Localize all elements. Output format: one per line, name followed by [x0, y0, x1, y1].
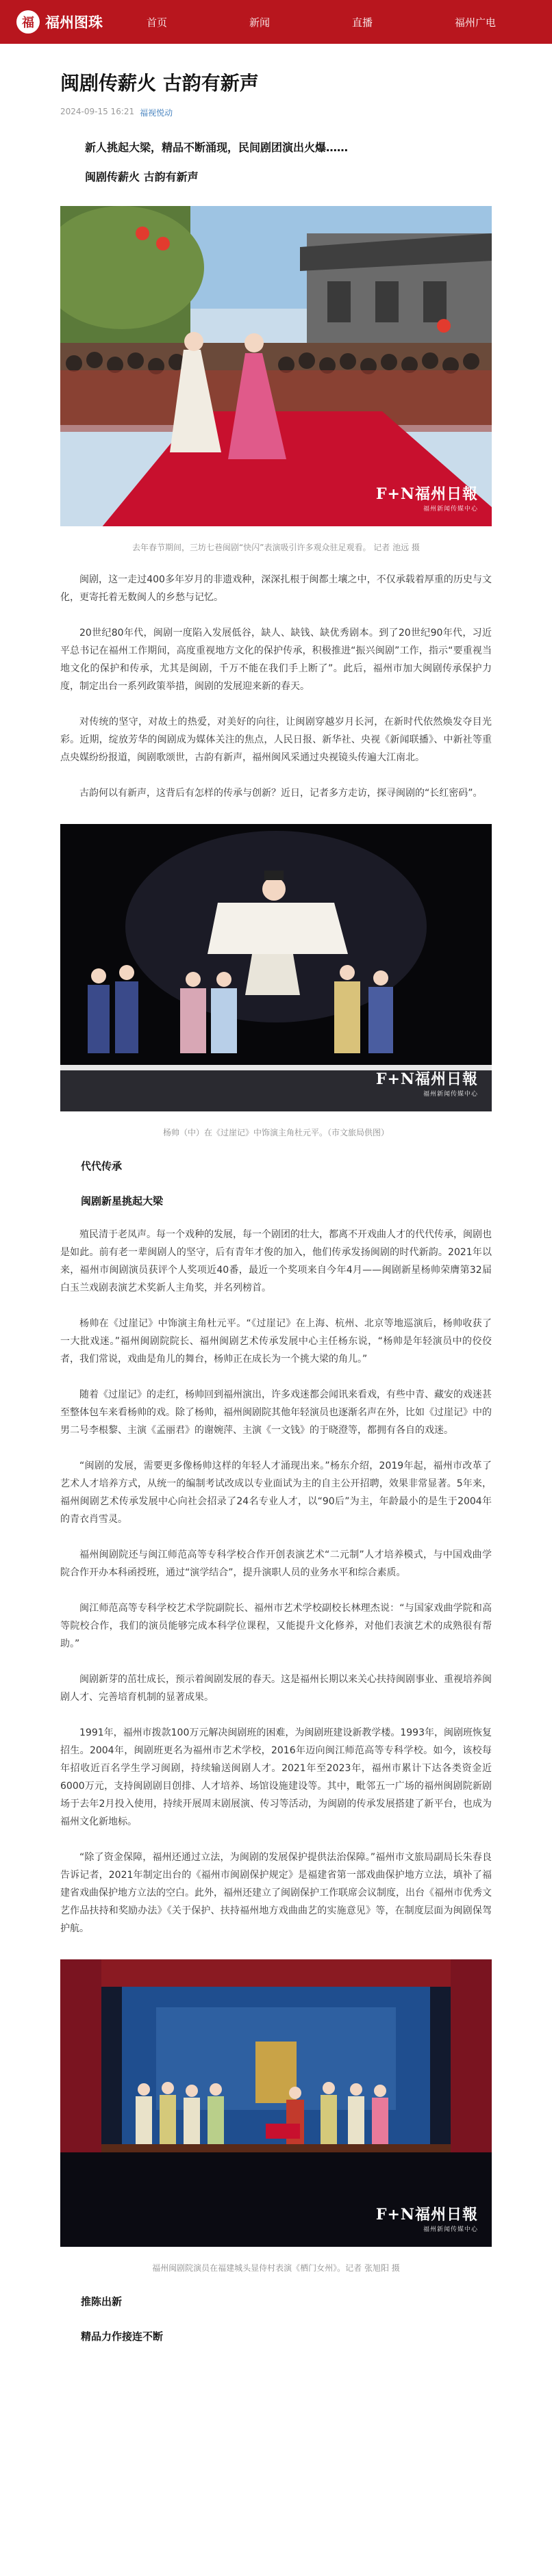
article-lead [60, 139, 492, 184]
street-performance-illustration [60, 206, 492, 526]
photo-stage-performance[interactable] [60, 824, 492, 1111]
section-heading: 推陈出新 [81, 2295, 123, 2308]
article-meta [60, 107, 492, 118]
paragraph: 殖民清于老凤声。每一个戏种的发展，每一个剧团的壮大，都离不开戏曲人才的代代传承，闽剧也是如此。前有老一辈闽剧人的坚守，后有青年才俊的加入，他们传承发扬闽剧的时代新韵。2021年以来，福州市闽剧演员获评个人奖项近40番，最近一个奖项来自今年4月——闽剧新星杨帅荣膺第32届白玉兰戏剧表演艺术奖新人主角奖，并名列榜首。 [60, 1229, 492, 1293]
section-subheading: 精品力作接连不断 [81, 2330, 164, 2343]
page-bottom-spacer [60, 2343, 492, 2371]
lead-subtitle: 闽剧传薪火 古韵有新声 [85, 170, 199, 183]
paragraph: 对传统的坚守，对故土的热爱，对美好的向往，让闽剧穿越岁月长河，在新时代依然焕发夺目光彩。近期，绽放芳华的闽剧成为媒体关注的焦点，人民日报、新华社、央视《新闻联播》、中新社等重点央媒纷纷报道，闽剧歌颂世，古韵有新声，福州闽风采通过央视镜头传遍大江南北。 [60, 717, 492, 763]
photo-caption: 去年春节期间，三坊七巷闽剧“快闪”表演吸引许多观众驻足观看。 记者 池远 摄 [132, 543, 420, 552]
main-nav [147, 15, 552, 29]
paragraph: 闽江师范高等专科学校艺术学院副院长、福州市艺术学校副校长林理杰说：“与国家戏曲学院和高等院校合作，我们的演员能够完成本科学位课程，又能提升文化修养，对他们表演艺术的成熟很有帮助。” [60, 1603, 492, 1649]
nav-live[interactable]: 直播 [352, 16, 373, 29]
section-heading: 代代传承 [81, 1160, 123, 1172]
site-logo[interactable] [16, 10, 147, 34]
paragraph: “闽剧的发展，需要更多像杨帅这样的年轻人才涌现出来。”杨东介绍，2019年起，福州市改革了艺术人才培养方式，从统一的编制考试改成以专业面试为主的自主公开招聘，效果非常显著。5年来，福州闽剧艺术传承发展中心向社会招录了24名专业人才，以“90后”为主，年龄最小的是生于2004年的青衣肖雪灵。 [60, 1460, 492, 1525]
publish-date: 2024-09-15 16:21 [60, 107, 135, 116]
paragraph: 随着《过崖记》的走红，杨帅回到福州演出，许多戏迷都会闻讯来看戏，有些中青、藏安的戏迷甚至整体包车来看杨帅的戏。除了杨帅，福州闽剧院其他年轻演员也逐渐名声在外，比如《过崖记》中的男二号李根黎、主演《孟丽君》的谢婉萍、主演《一文钱》的于晓澄等，都拥有各自的戏迷。 [60, 1389, 492, 1436]
newspaper-watermark: F+N福州日報 福州新闻传媒中心 [375, 485, 478, 513]
logo-text: 福州图珠 [45, 14, 103, 31]
nav-home[interactable]: 首页 [147, 16, 168, 29]
paragraph: 古韵何以有新声，这背后有怎样的传承与创新？近日，记者多方走访，探寻闽剧的“长红密码”。 [79, 788, 483, 799]
newspaper-watermark: F+N福州日報 福州新闻传媒中心 [375, 2206, 478, 2233]
nav-news[interactable]: 新闻 [249, 16, 271, 29]
paragraph: 福州闽剧院还与闽江师范高等专科学校合作开创表演艺术“二元制”人才培养模式，与中国戏曲学院合作开办本科函授班，通过“演学结合”，提升演职人员的业务水平和综合素质。 [60, 1549, 492, 1578]
figure-1 [60, 206, 492, 553]
paragraph: 闽剧，这一走过400多年岁月的非遗戏种，深深扎根于闽都土壤之中，不仅承载着厚重的历史与文化，更寄托着无数闽人的乡愁与记忆。 [60, 574, 492, 603]
paragraph: 1991年，福州市拨款100万元解决闽剧班的困难，为闽剧班建设新教学楼。1993年，闽剧班恢复招生。2004年，闽剧班更名为福州市艺术学校，2016年迈向闽江师范高等专科学校。如今，该校每年招收近百名学生学习闽剧，持续输送闽剧人才。2021年至2023年，福州市累计下达各类资金近6000万元，支持闽剧剧目创排、人才培养、场馆设施建设等。其中，毗邻五一广场的福州闽剧院新剧场于去年2月投入使用，持续开展周末剧展演、传习等活动，为闽剧的传承发展搭建了新平台，也成为福州文化新地标。 [60, 1727, 492, 1827]
paragraph: 闽剧新芽的茁壮成长，预示着闽剧发展的春天。这是福州长期以来关心扶持闽剧事业、重视培养闽剧人才、完善培育机制的显著成果。 [60, 1674, 492, 1703]
figure-3 [60, 1959, 492, 2274]
top-navigation-bar [0, 0, 552, 44]
paragraph: 杨帅在《过崖记》中饰演主角杜元平。“《过崖记》在上海、杭州、北京等地巡演后，杨帅收获了一大批戏迷。”福州闽剧院院长、福州闽剧艺术传承发展中心主任杨东说，“杨帅是年轻演员中的佼佼者，我们常说，戏曲是角儿的舞台，杨帅正在成长为一个挑大梁的角儿。” [60, 1318, 492, 1365]
photo-opera-street-performance[interactable] [60, 206, 492, 526]
photo-caption: 福州闽剧院演员在福建城头显侍村表演《栖门女州》。记者 张旭阳 摄 [152, 2263, 400, 2273]
lead-line: 新人挑起大梁，精品不断涌现，民间剧团演出火爆…… [85, 141, 349, 154]
nav-fuzhou-tv[interactable]: 福州广电 [455, 16, 497, 29]
paragraph: 20世纪80年代，闽剧一度陷入发展低谷，缺人、缺钱、缺优秀剧本。到了20世纪90年代，习近平总书记在福州工作期间，高度重视地方文化的保护传承，积极推进“振兴闽剧”工作，指示“要重视当地文化的保护和传承，尤其是闽剧，千万不能在我们手上断了”。此后，福州市加大闽剧传承保护力度，制定出台一系列政策举措，闽剧的发展迎来新的春天。 [60, 628, 492, 692]
photo-caption: 杨帅（中）在《过崖记》中饰演主角杜元平。（市文旅局供图） [162, 1128, 389, 1137]
article-title: 闽剧传薪火 古韵有新声 [60, 72, 259, 94]
photo-village-performance[interactable] [60, 1959, 492, 2247]
article [60, 44, 492, 2371]
newspaper-watermark: F+N福州日報 福州新闻传媒中心 [375, 1070, 478, 1098]
logo-icon: 福 [16, 10, 40, 34]
article-source[interactable]: 福视悦动 [140, 108, 173, 118]
figure-2 [60, 824, 492, 1138]
section-subheading: 闽剧新星挑起大梁 [81, 1195, 164, 1207]
paragraph: “除了资金保障，福州还通过立法，为闽剧的发展保护提供法治保障。”福州市文旅局副局长朱春良告诉记者，2021年制定出台的《福州市闽剧保护规定》是福建省第一部戏曲保护地方立法，填补了福建省戏曲保护地方立法的空白。此外，福州还建立了闽剧保护工作联席会议制度，出台《福州市优秀文艺作品扶持和奖励办法》《关于保护、扶持福州地方戏曲曲艺的实施意见》等，在制度层面为闽剧保驾护航。 [60, 1852, 492, 1934]
